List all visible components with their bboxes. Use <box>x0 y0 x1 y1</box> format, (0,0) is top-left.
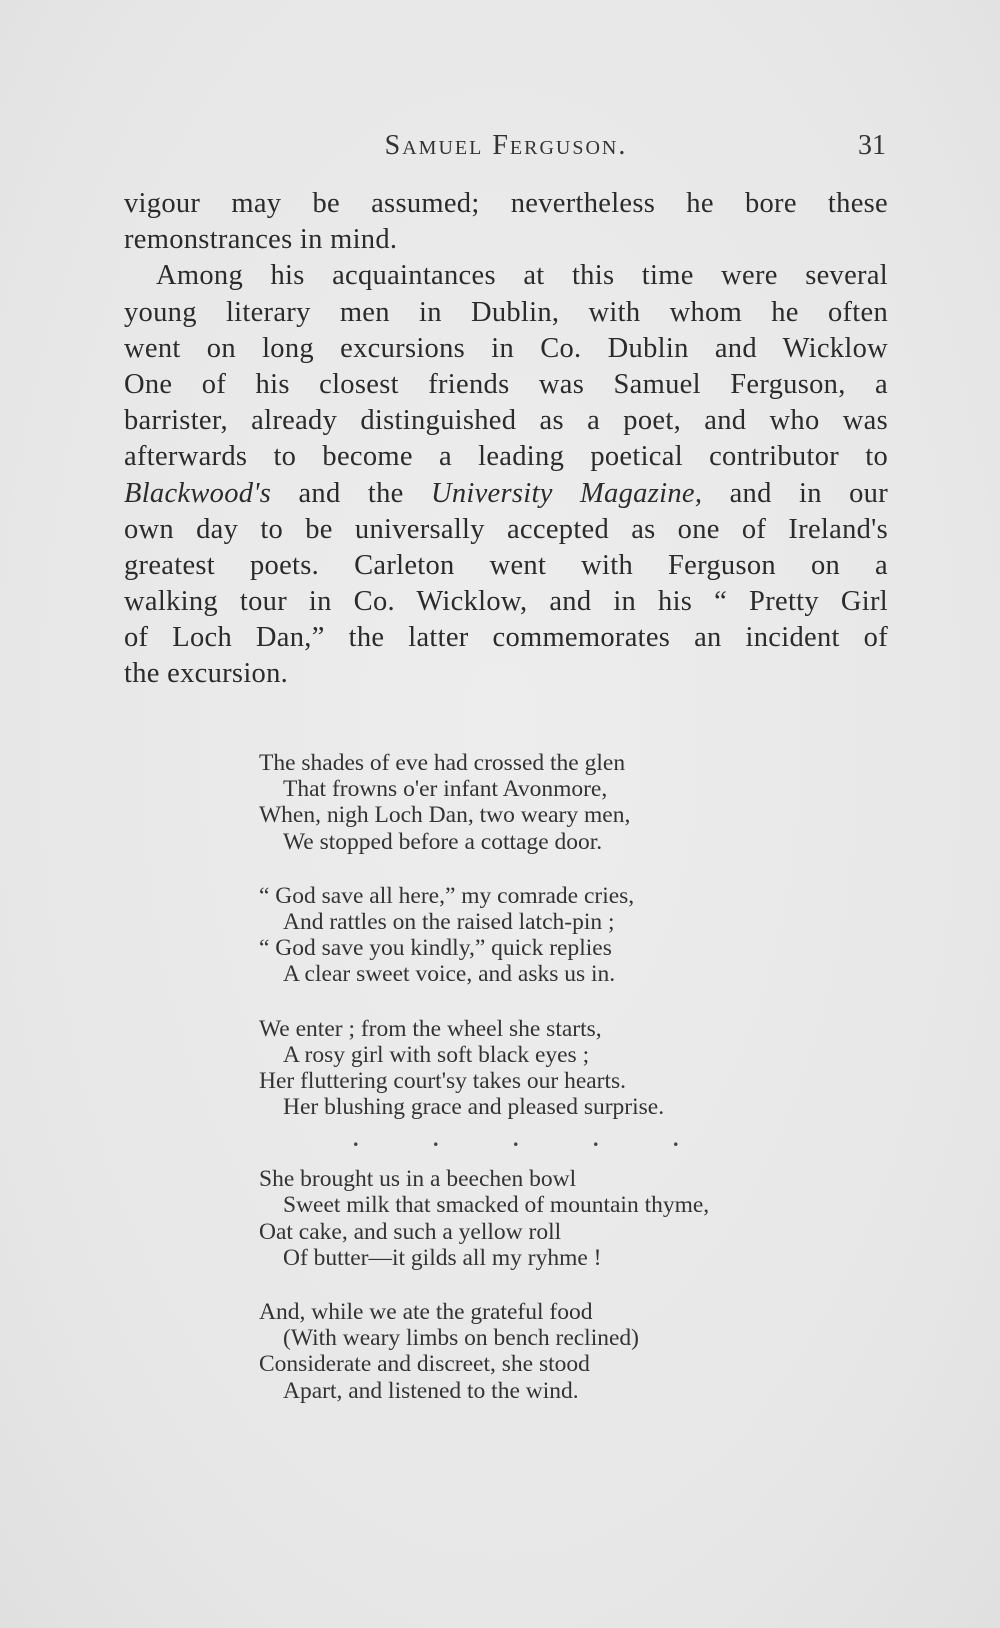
prose-line: barrister, already distinguished as a poet, and who was <box>124 405 888 437</box>
verse-line: Of butter—it gilds all my ryhme ! <box>283 1244 602 1271</box>
omission-dot: . <box>433 1126 439 1152</box>
verse-line: Sweet milk that smacked of mountain thyme, <box>283 1192 710 1219</box>
prose-fragment: and in our <box>702 477 889 509</box>
verse-line: The shades of eve had crossed the glen <box>259 750 626 776</box>
running-head <box>126 130 886 166</box>
verse-line: A clear sweet voice, and asks us in. <box>283 961 616 988</box>
prose-line: Among his acquaintances at this time were several <box>156 260 888 292</box>
verse-line: We enter ; from the wheel she starts, <box>259 1015 602 1042</box>
stanza <box>259 750 819 855</box>
verse-line: “ God save you kindly,” quick replies <box>259 935 612 962</box>
periodical-title: Blackwood's <box>124 477 272 509</box>
verse-line: Oat cake, and such a yellow roll <box>259 1218 562 1245</box>
prose-line: One of his closest friends was Samuel Ferguson, a <box>124 368 888 400</box>
verse-line: Considerate and discreet, she stood <box>259 1351 590 1378</box>
prose-line: greatest poets. Carleton went with Ferguson on a <box>124 549 888 581</box>
verse-line: And, while we ate the grateful food <box>259 1299 593 1325</box>
prose-body <box>124 186 888 693</box>
prose-line: own day to be universally accepted as one of Ireland's <box>124 513 888 545</box>
periodical-title: University Magazine, <box>430 477 703 509</box>
omission-dots <box>259 1126 819 1160</box>
stanza <box>259 1016 819 1121</box>
prose-line: young literary men in Dublin, with whom he often <box>124 296 888 328</box>
omission-dot: . <box>673 1126 679 1152</box>
verse-line: Her blushing grace and pleased surprise. <box>283 1094 665 1121</box>
prose-line: of Loch Dan,” the latter commemorates an incident of <box>124 622 888 654</box>
omission-dot: . <box>513 1126 519 1152</box>
verse-line: And rattles on the raised latch-pin ; <box>283 908 615 935</box>
prose-line: afterwards to become a leading poetical contributor to <box>124 441 888 473</box>
verse-line: Apart, and listened to the wind. <box>283 1377 579 1404</box>
verse-line: “ God save all here,” my comrade cries, <box>259 882 635 909</box>
verse-line: (With weary limbs on bench reclined) <box>283 1325 639 1352</box>
prose-line: walking tour in Co. Wicklow, and in his “ Pretty Girl <box>124 586 888 618</box>
verse-line: We stopped before a cottage door. <box>283 828 603 855</box>
verse-line: A rosy girl with soft black eyes ; <box>283 1041 590 1068</box>
verse-line: She brought us in a beechen bowl <box>259 1166 577 1193</box>
omission-dot: . <box>593 1126 599 1152</box>
stanza <box>259 1299 819 1404</box>
verse-line: When, nigh Loch Dan, two weary men, <box>259 802 631 829</box>
poem-quotation <box>259 750 819 1432</box>
prose-line-mixed <box>124 476 888 512</box>
stanza <box>259 1166 819 1271</box>
prose-line: vigour may be assumed; nevertheless he bore these <box>124 188 888 219</box>
stanza <box>259 883 819 988</box>
page-number: 31 <box>858 130 886 161</box>
omission-dot: . <box>353 1126 359 1152</box>
verse-line: Her fluttering court'sy takes our hearts. <box>259 1067 627 1094</box>
verse-line: That frowns o'er infant Avonmore, <box>283 776 608 803</box>
prose-line: the excursion. <box>124 658 289 690</box>
prose-line: remonstrances in mind. <box>124 224 398 256</box>
prose-line: went on long excursions in Co. Dublin and Wicklow <box>124 332 888 364</box>
running-title: Samuel Ferguson. <box>384 130 628 161</box>
prose-fragment: and the <box>271 477 431 509</box>
